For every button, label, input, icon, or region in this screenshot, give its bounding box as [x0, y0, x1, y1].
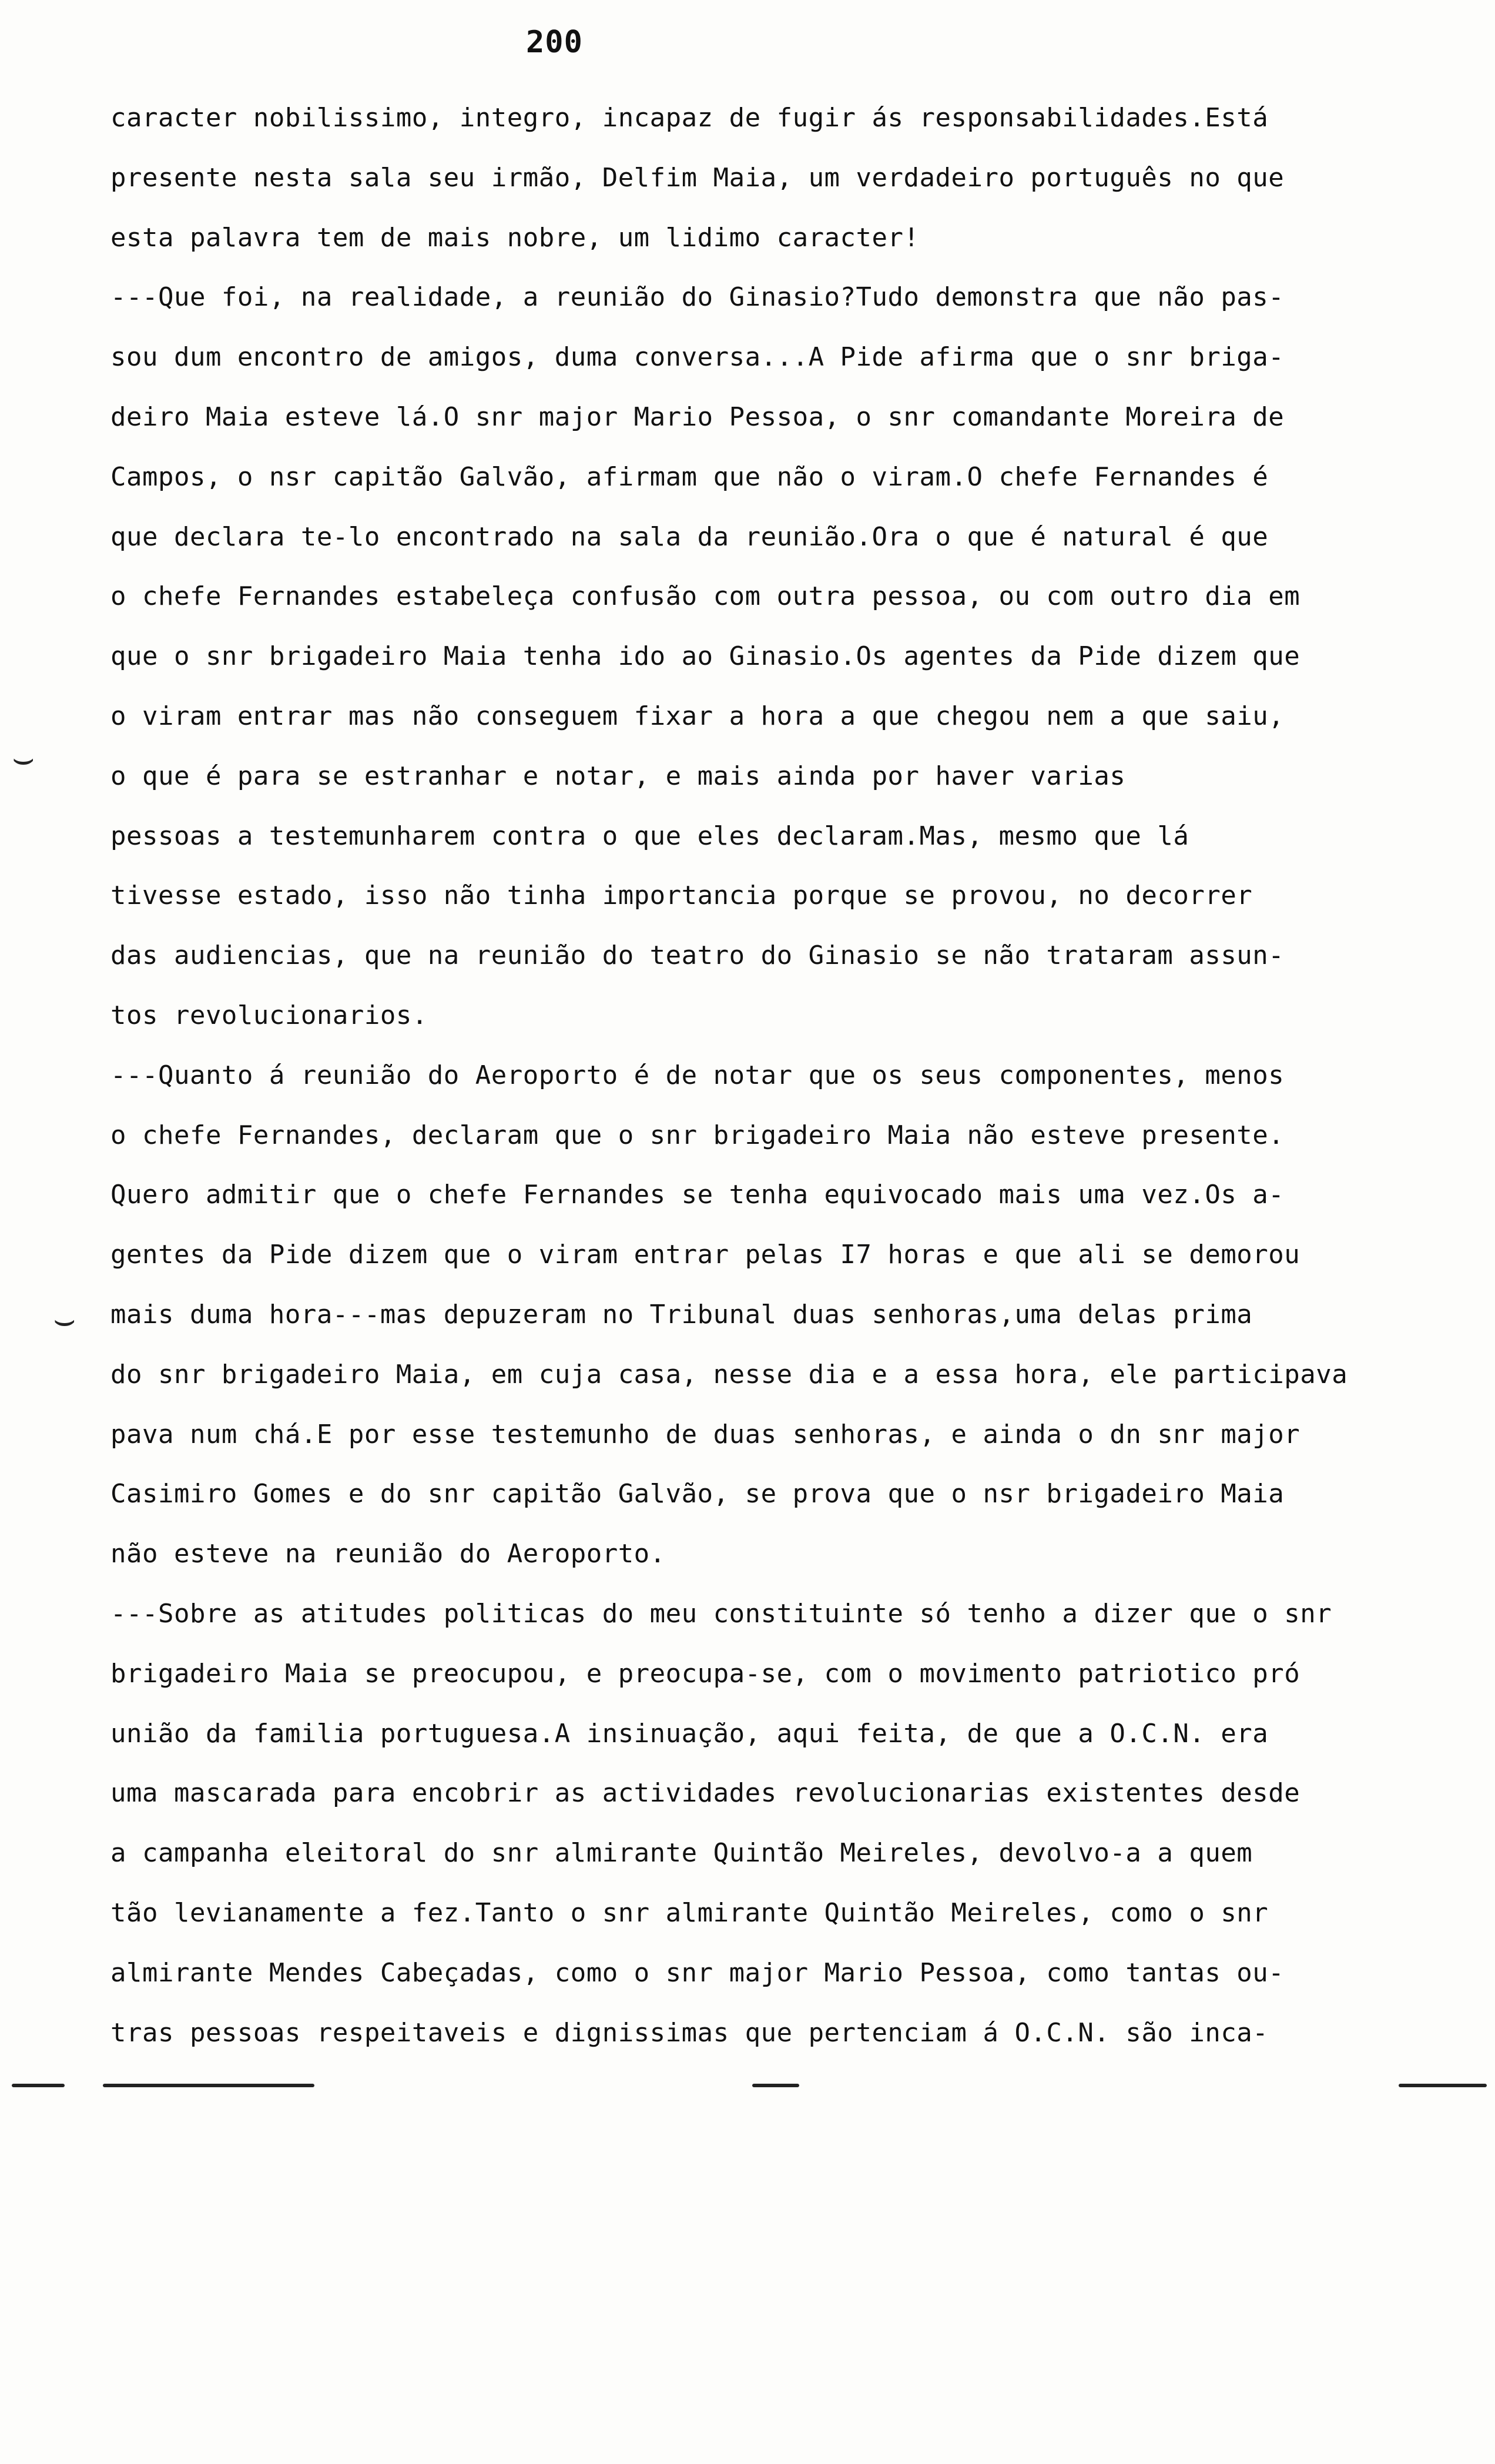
bottom-rule-segment [103, 2084, 314, 2087]
text-line: pessoas a testemunharem contra o que eles declaram.Mas, mesmo que lá [110, 821, 1189, 851]
bottom-rule-segment [12, 2084, 65, 2087]
text-line: deiro Maia esteve lá.O snr major Mario Pessoa, o snr comandante Moreira de [110, 401, 1285, 432]
text-line: tão levianamente a fez.Tanto o snr almirante Quintão Meireles, como o snr [110, 1897, 1269, 1928]
text-line: união da familia portuguesa.A insinuação, aqui feita, de que a O.C.N. era [110, 1718, 1269, 1749]
text-line: Casimiro Gomes e do snr capitão Galvão, se prova que o nsr brigadeiro Maia [110, 1479, 1285, 1509]
text-line: tivesse estado, isso não tinha importancia porque se provou, no decorrer [110, 881, 1253, 911]
bottom-rule-segment [752, 2084, 799, 2087]
text-line: que declara te-lo encontrado na sala da reunião.Ora o que é natural é que [110, 521, 1269, 552]
text-line: ---Que foi, na realidade, a reunião do Ginasio?Tudo demonstra que não pas- [110, 282, 1285, 313]
text-line: das audiencias, que na reunião do teatro do Ginasio se não trataram assun- [110, 940, 1285, 971]
text-line: ---Sobre as atitudes politicas do meu constituinte só tenho a dizer que o snr [110, 1598, 1332, 1629]
text-line: almirante Mendes Cabeçadas, como o snr major Mario Pessoa, como tantas ou- [110, 1957, 1285, 1988]
document-body [110, 88, 1462, 2063]
text-line: ---Quanto á reunião do Aeroporto é de notar que os seus componentes, menos [110, 1060, 1285, 1090]
text-line: tras pessoas respeitaveis e dignissimas que pertenciam á O.C.N. são inca- [110, 2017, 1269, 2048]
text-line: não esteve na reunião do Aeroporto. [110, 1539, 666, 1569]
bottom-rule-segment [1399, 2084, 1487, 2087]
text-line: brigadeiro Maia se preocupou, e preocupa-se, com o movimento patriotico pró [110, 1658, 1300, 1689]
text-line: presente nesta sala seu irmão, Delfim Maia, um verdadeiro português no que [110, 162, 1285, 193]
text-line: a campanha eleitoral do snr almirante Quintão Meireles, devolvo-a a quem [110, 1838, 1253, 1869]
page-number: 200 [526, 25, 583, 60]
text-line: mais duma hora---mas depuzeram no Tribunal duas senhoras,uma delas prima [110, 1299, 1253, 1330]
text-line: uma mascarada para encobrir as actividades revolucionarias existentes desde [110, 1778, 1300, 1809]
text-line: do snr brigadeiro Maia, em cuja casa, nesse dia e a essa hora, ele participava [110, 1359, 1348, 1390]
text-line: esta palavra tem de mais nobre, um lidimo caracter! [110, 222, 920, 253]
text-line: tos revolucionarios. [110, 1000, 428, 1030]
text-line: Campos, o nsr capitão Galvão, afirmam que não o viram.O chefe Fernandes é [110, 461, 1269, 492]
text-line: gentes da Pide dizem que o viram entrar pelas I7 horas e que ali se demorou [110, 1240, 1300, 1270]
text-line: caracter nobilissimo, integro, incapaz de fugir ás responsabilidades.Está [110, 103, 1269, 133]
text-line: Quero admitir que o chefe Fernandes se tenha equivocado mais uma vez.Os a- [110, 1180, 1285, 1210]
margin-check-mark: ⌣ [53, 1299, 76, 1340]
text-line: o chefe Fernandes estabeleça confusão com outra pessoa, ou com outro dia em [110, 581, 1300, 612]
text-line: o chefe Fernandes, declaram que o snr brigadeiro Maia não esteve presente. [110, 1120, 1285, 1150]
text-line: sou dum encontro de amigos, duma conversa...A Pide afirma que o snr briga- [110, 342, 1285, 373]
text-line: o que é para se estranhar e notar, e mais ainda por haver varias [110, 761, 1126, 791]
text-line: que o snr brigadeiro Maia tenha ido ao Ginasio.Os agentes da Pide dizem que [110, 641, 1300, 672]
margin-check-mark: ⌣ [12, 738, 35, 779]
text-line: pava num chá.E por esse testemunho de duas senhoras, e ainda o dn snr major [110, 1419, 1300, 1449]
text-line: o viram entrar mas não conseguem fixar a hora a que chegou nem a que saiu, [110, 701, 1285, 731]
